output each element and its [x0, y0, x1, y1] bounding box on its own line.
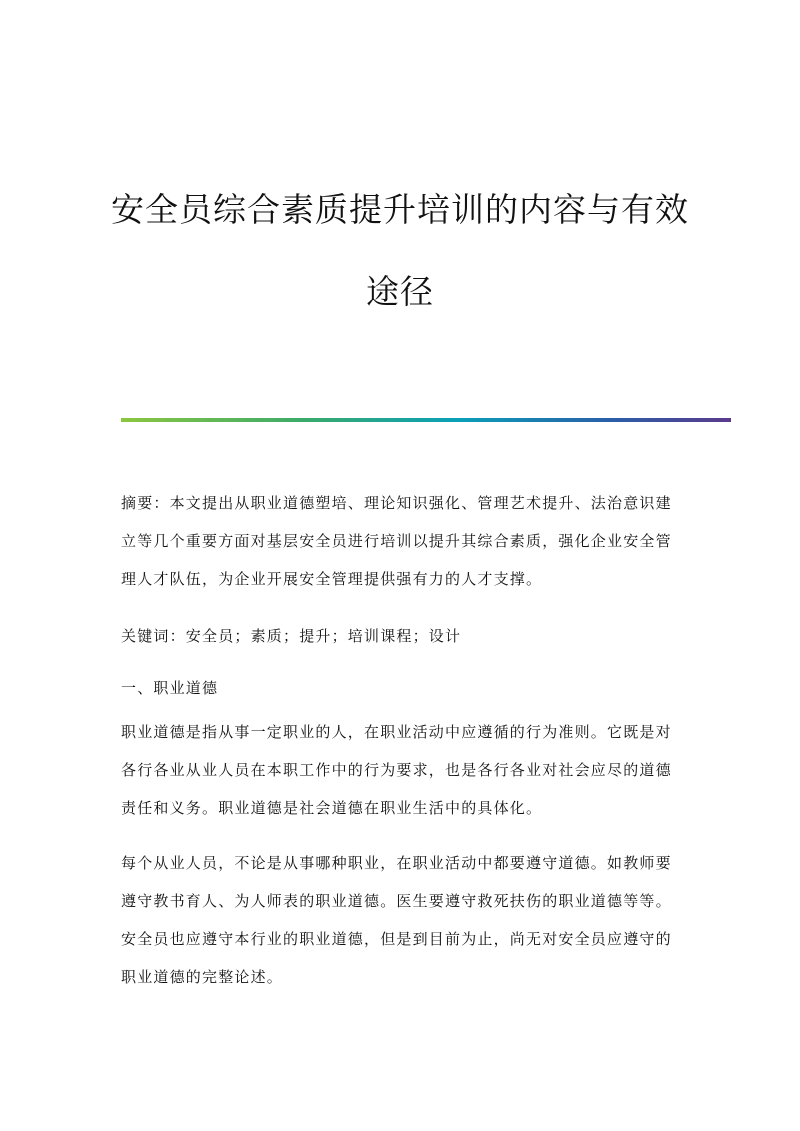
gradient-divider — [121, 418, 731, 422]
body-paragraph-1: 职业道德是指从事一定职业的人，在职业活动中应遵循的行为准则。它既是对各行各业从业人员在本职工作中的行为要求，也是各行各业对社会应尽的道德责任和义务。职业道德是社会道德在职业生活中的具体化。 — [121, 723, 672, 817]
document-title-line-2: 途径 — [366, 272, 434, 311]
abstract-paragraph: 摘要：本文提出从职业道德塑培、理论知识强化、管理艺术提升、法治意识建立等几个重要方面对基层安全员进行培训以提升其综合素质，强化企业安全管理人才队伍，为企业开展安全管理提供强有力的人才支撑。 — [121, 494, 672, 588]
section-heading: 一、职业道德 — [121, 679, 219, 697]
document-title-line-1: 安全员综合素质提升培训的内容与有效 — [111, 190, 689, 229]
keywords-line: 关键词：安全员；素质；提升；培训课程；设计 — [121, 627, 462, 645]
body-paragraph-2: 每个从业人员，不论是从事哪种职业，在职业活动中都要遵守道德。如教师要遵守教书育人、为人师表的职业道德。医生要遵守救死扶伤的职业道德等等。安全员也应遵守本行业的职业道德，但是到目前为止，尚无对安全员应遵守的职业道德的完整论述。 — [121, 854, 672, 986]
